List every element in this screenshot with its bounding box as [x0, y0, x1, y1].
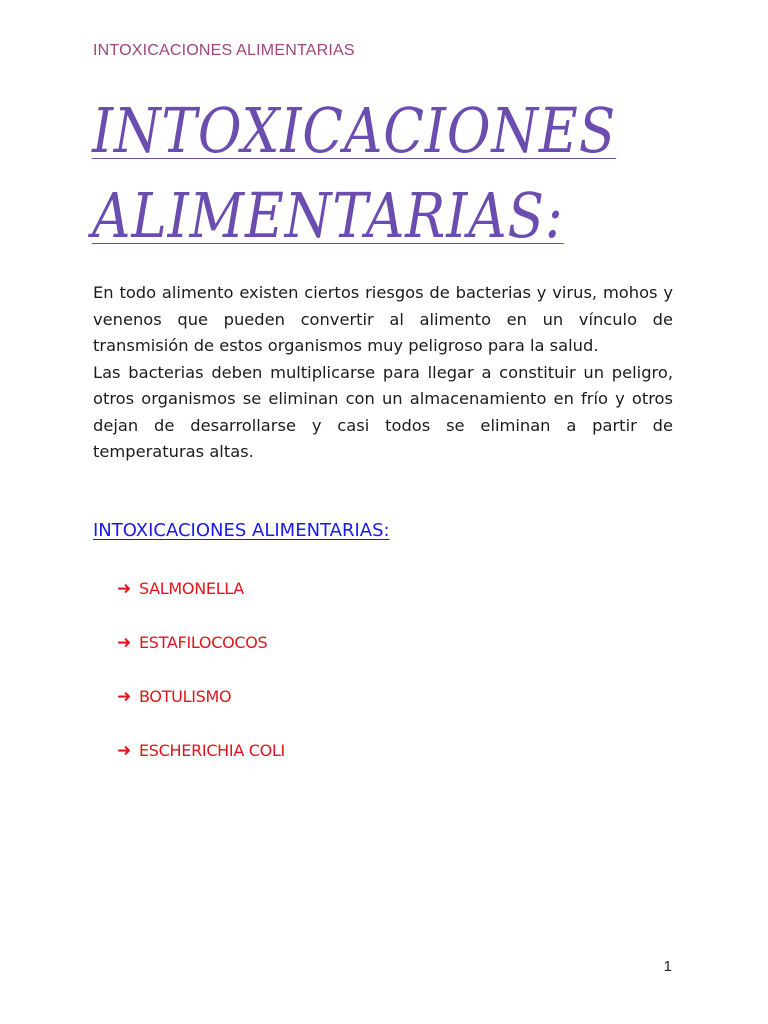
page-title-line-1: INTOXICACIONES [92, 94, 617, 167]
list-item [117, 686, 285, 740]
right-arrow-icon: ➜ [117, 741, 132, 761]
list-item-label: ESTAFILOCOCOS [139, 633, 268, 652]
list-item-label: SALMONELLA [139, 579, 244, 598]
paragraph-2: Las bacterias deben multiplicarse para llegar a constituir un peligro, otros organismos se eliminan con un almacenamiento en frío y otros dejan de desarrollarse y casi todos se eliminan a partir de temperaturas altas. [93, 362, 673, 461]
paragraph-1: En todo alimento existen ciertos riesgos de bacterias y virus, mohos y venenos que pueden convertir al alimento en un vínculo de transmisión de estos organismos muy peligroso para la salud. [93, 283, 673, 355]
list-item [117, 632, 285, 686]
list-item-label: ESCHERICHIA COLI [139, 741, 285, 760]
list-item-label: BOTULISMO [139, 687, 232, 706]
right-arrow-icon: ➜ [117, 633, 132, 653]
running-header: INTOXICACIONES ALIMENTARIAS [93, 42, 355, 59]
page-title-line-2: ALIMENTARIAS: [92, 179, 564, 252]
page-title [92, 88, 617, 258]
bullet-list [117, 578, 285, 794]
page-number: 1 [663, 958, 672, 975]
body-text [93, 280, 673, 466]
list-item [117, 578, 285, 632]
right-arrow-icon: ➜ [117, 579, 132, 599]
section-heading: INTOXICACIONES ALIMENTARIAS: [93, 520, 390, 541]
right-arrow-icon: ➜ [117, 687, 132, 707]
list-item [117, 740, 285, 794]
